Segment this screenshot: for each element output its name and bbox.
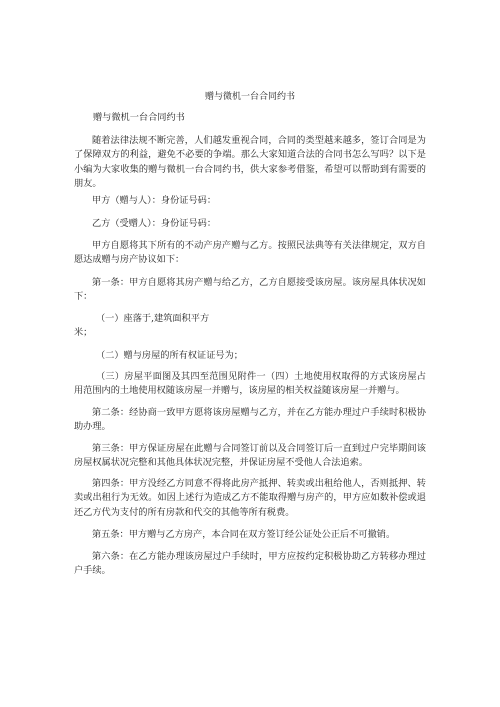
party-a-paragraph: 甲方（赠与人）：身份证号码： [92, 195, 217, 206]
article-4-paragraph: 第四条：甲方没经乙方同意不得将此房产抵押、转卖或出租给他人，否则抵押、转卖或出租行为无效。如因上述行为造成乙方不能取得赠与房产的，甲方应如数补偿或退还乙方代为支付的所有房款和代交的其他等所有税费。 [74, 478, 426, 518]
clause-3-paragraph: （三）房屋平面图及其四至范围见附件一（四）土地使用权取得的方式该房屋占用范围内的土地使用权随该房屋一并赠与，该房屋的相关权益随该房屋一并赠与。 [74, 371, 426, 397]
article-5-paragraph: 第五条：甲方赠与乙方房产，本合同在双方签订经公证处公正后不可撤销。 [92, 529, 396, 540]
article-2-paragraph: 第二条：经协商一致甲方愿将该房屋赠与乙方，并在乙方能办理过户手续时积极协助办理。 [74, 407, 426, 433]
article-3-paragraph: 第三条：甲方保证房屋在此赠与合同签订前以及合同签订后一直到过户完毕期间该房屋权属状况完整和其他具体状况完整，并保证房屋不受他人合法追索。 [74, 443, 426, 469]
preamble-paragraph: 甲方自愿将其下所有的不动产房产赠与乙方。按照民法典等有关法律规定，双方自愿达成赠与房产协议如下： [74, 240, 426, 266]
clause-2-paragraph: （二）赠与房屋的所有权证证号为； [96, 350, 243, 361]
intro-paragraph: 随着法律法规不断完善，人们越发重视合同，合同的类型越来越多，签订合同是为了保障双方的利益，避免不必要的争端。那么大家知道合法的合同书怎么写吗？以下是小编为大家收集的赠与微机一台合同约书，供大家参考借鉴，希望可以帮助到有需要的朋友。 [74, 135, 426, 190]
clause-1-unit-paragraph: 米； [74, 327, 93, 338]
subtitle-paragraph: 赠与微机一台合同约书 [93, 112, 185, 123]
article-1-paragraph: 第一条：甲方自愿将其房产赠与给乙方，乙方自愿接受该房屋。该房屋具体状况如下： [74, 277, 426, 303]
party-b-paragraph: 乙方（受赠人）：身份证号码： [92, 218, 217, 229]
clause-1-location-paragraph: （一）座落于,建筑面积平方 [96, 313, 210, 324]
article-6-paragraph: 第六条：在乙方能办理该房屋过户手续时，甲方应按约定积极协助乙方转移办理过户手续。 [74, 551, 426, 577]
document-title: 赠与微机一台合同约书 [204, 92, 295, 102]
